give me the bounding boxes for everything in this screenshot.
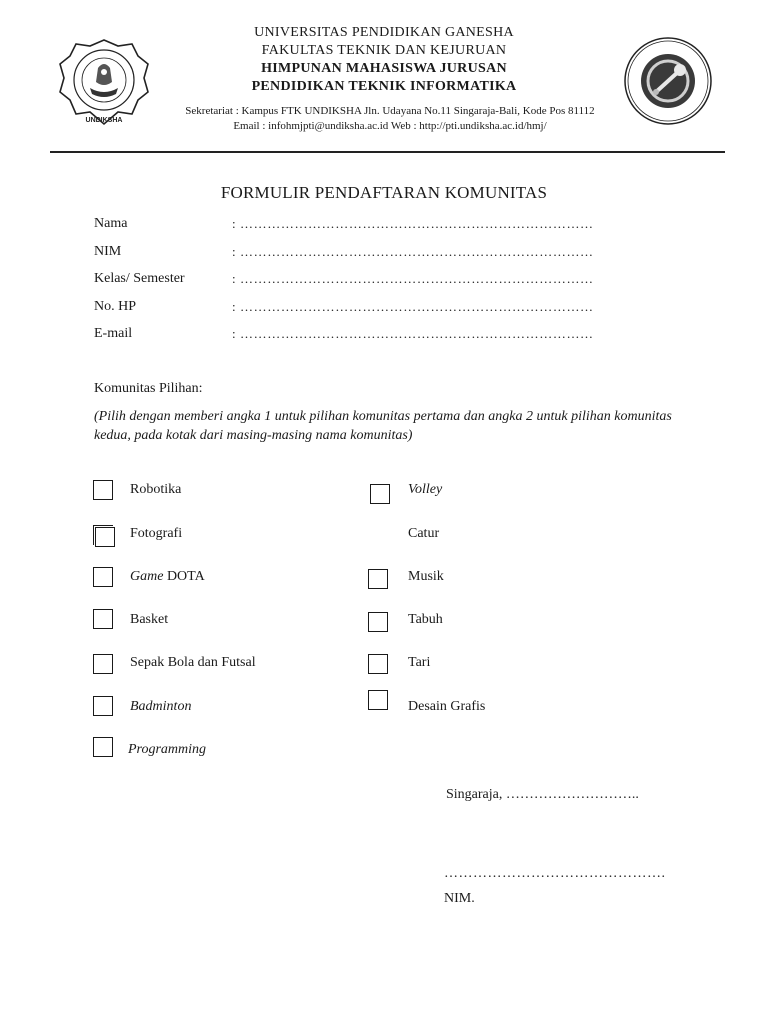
field-input-no-hp[interactable]: : ……………………………………………………………………	[232, 299, 594, 314]
option-label-fotografi: Fotografi	[130, 526, 183, 541]
signature-nim-label: NIM.	[444, 891, 475, 906]
option-label-basket: Basket	[130, 612, 169, 627]
checkbox-fotografi[interactable]	[95, 527, 115, 547]
seal-text: UNDIKSHA	[85, 117, 123, 124]
option-label-robotika: Robotika	[130, 482, 182, 497]
letterhead-faculty: FAKULTAS TEKNIK DAN KEJURUAN	[261, 43, 507, 58]
letterhead-university: UNIVERSITAS PENDIDIKAN GANESHA	[254, 25, 514, 40]
checkbox-badminton[interactable]	[93, 696, 113, 716]
option-label-game-dota	[130, 569, 205, 585]
letterhead-contact: Email : infohmjpti@undiksha.ac.id Web : http://pti.undiksha.ac.id/hmj/	[233, 120, 547, 132]
instruction-text: (Pilih dengan memberi angka 1 untuk pilihan komunitas pertama dan angka 2 untuk pilihan komunitas kedua, pada kotak dari masing-masing nama komunitas)	[94, 409, 672, 443]
checkbox-volley[interactable]	[370, 484, 390, 504]
option-label-catur: Catur	[408, 526, 440, 541]
option-label-tabuh: Tabuh	[408, 612, 443, 627]
option-label-tari: Tari	[408, 655, 431, 670]
checkbox-basket[interactable]	[93, 609, 113, 629]
checkbox-musik[interactable]	[368, 569, 388, 589]
form-title: FORMULIR PENDAFTARAN KOMUNITAS	[220, 183, 548, 202]
checkbox-tari[interactable]	[368, 654, 388, 674]
checkbox-tabuh[interactable]	[368, 612, 388, 632]
field-input-kelas-semester[interactable]: : ……………………………………………………………………	[232, 271, 594, 286]
checkbox-sepak-bola-futsal[interactable]	[93, 654, 113, 674]
checkbox-game-dota[interactable]	[93, 567, 113, 587]
option-label-volley: Volley	[408, 482, 443, 497]
field-label-nama: Nama	[94, 216, 128, 231]
option-label-musik: Musik	[408, 569, 444, 584]
section-label-komunitas: Komunitas Pilihan:	[94, 381, 203, 396]
field-label-no-hp: No. HP	[94, 299, 137, 314]
option-label-desain-grafis: Desain Grafis	[408, 699, 486, 714]
field-input-nim[interactable]: : ……………………………………………………………………	[232, 244, 594, 259]
header-divider	[50, 151, 725, 153]
option-label-sepak-bola-futsal: Sepak Bola dan Futsal	[130, 655, 256, 670]
option-label-game: Game	[130, 569, 164, 584]
field-label-email: E-mail	[94, 326, 133, 341]
letterhead-department: PENDIDIKAN TEKNIK INFORMATIKA	[251, 79, 517, 94]
field-label-nim: NIM	[94, 244, 122, 259]
checkbox-robotika[interactable]	[93, 480, 113, 500]
checkbox-desain-grafis[interactable]	[368, 690, 388, 710]
option-label-badminton: Badminton	[130, 699, 192, 714]
checkbox-programming[interactable]	[93, 737, 113, 757]
letterhead-association: HIMPUNAN MAHASISWA JURUSAN	[261, 61, 507, 76]
option-label-programming: Programming	[128, 742, 207, 757]
field-input-email[interactable]: : ……………………………………………………………………	[232, 326, 594, 341]
field-label-kelas-semester: Kelas/ Semester	[94, 271, 185, 286]
field-input-nama[interactable]: : ……………………………………………………………………	[232, 216, 594, 231]
signature-name-line[interactable]: ……………………………………….	[444, 866, 666, 881]
letterhead-address: Sekretariat : Kampus FTK UNDIKSHA Jln. Udayana No.11 Singaraja-Bali, Kode Pos 81112	[185, 105, 595, 117]
option-label-dota: DOTA	[163, 569, 205, 584]
signature-place-date[interactable]: Singaraja, ………………………..	[446, 787, 639, 802]
